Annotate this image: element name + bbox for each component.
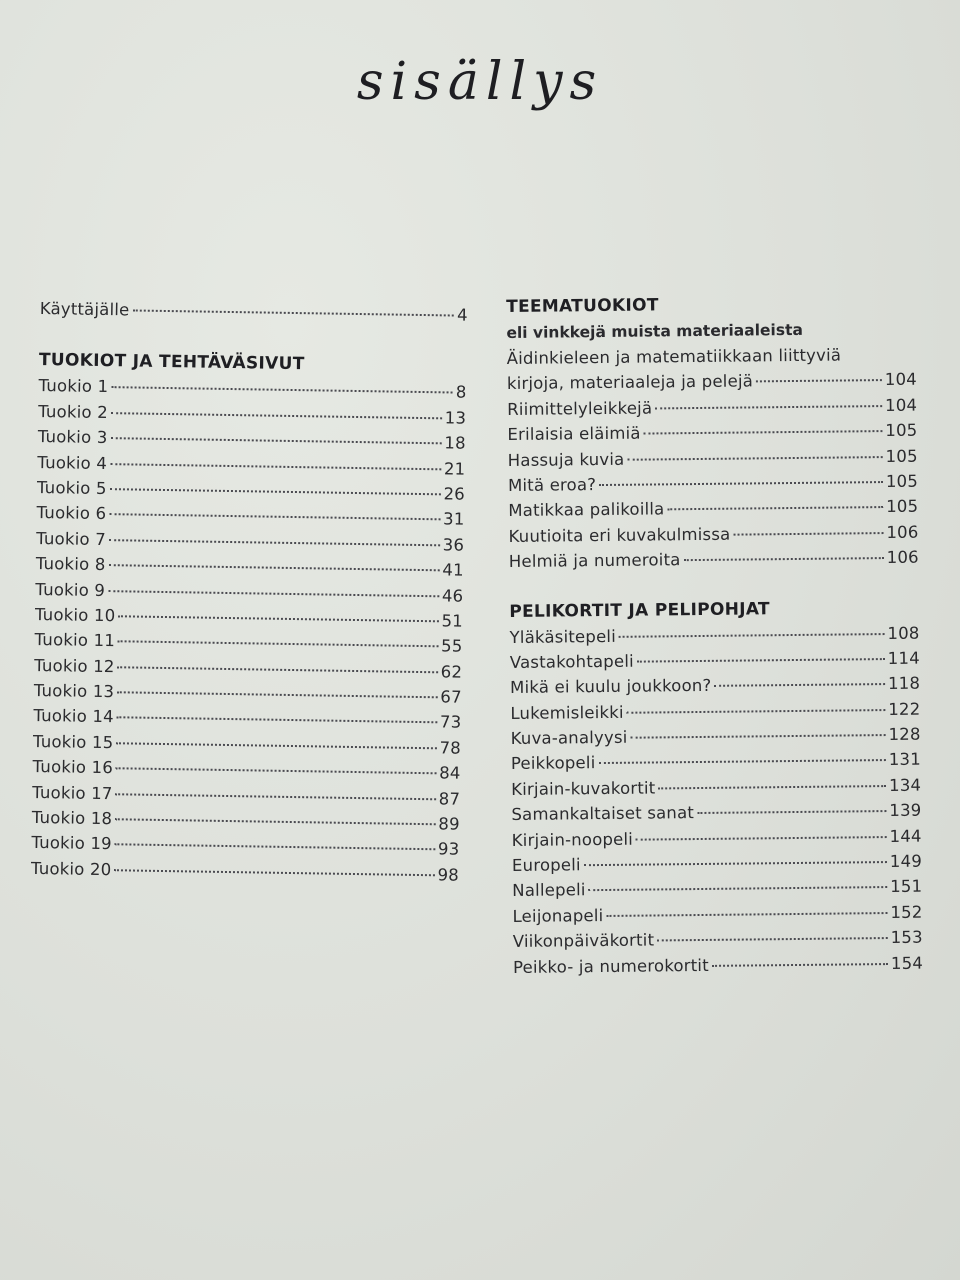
toc-list-pelikortit (509, 620, 923, 980)
dot-leader (132, 309, 454, 316)
toc-entry-label: Erilaisia eläimiä (507, 423, 641, 445)
toc-entry-label: Tuokio 9 (35, 579, 106, 600)
toc-entry-page: 131 (888, 750, 921, 770)
toc-entry-page: 4 (456, 305, 468, 325)
toc-entry-label: Tuokio 10 (34, 604, 116, 626)
toc-entry-page: 87 (438, 788, 461, 809)
dot-leader (111, 412, 442, 419)
toc-entry-label: Tuokio 2 (38, 401, 109, 422)
dot-leader (606, 912, 887, 917)
dot-leader (657, 937, 887, 941)
toc-entry-label: Tuokio 13 (33, 681, 115, 702)
section-subheading: eli vinkkejä muista materiaaleista (506, 320, 803, 342)
toc-right-column (506, 290, 923, 980)
toc-entry-label: Riimittelyleikkejä (507, 398, 653, 419)
toc-entry-page: 118 (887, 673, 921, 694)
toc-entry-page: 134 (888, 775, 922, 795)
toc-entry-page: 105 (885, 420, 918, 441)
toc-entry-page: 8 (455, 382, 467, 403)
page-title: sisällys (356, 52, 604, 112)
dot-leader (684, 557, 884, 561)
toc-entry-label: Tuokio 12 (34, 655, 115, 676)
dot-leader (631, 734, 886, 739)
toc-entry-label: Tuokio 7 (36, 528, 107, 549)
dot-leader (584, 861, 887, 866)
dot-leader (110, 488, 441, 495)
toc-entry-page: 108 (887, 623, 920, 643)
toc-entry-page: 106 (886, 547, 919, 568)
dot-leader (117, 691, 437, 698)
toc-entry-page: 128 (888, 724, 921, 745)
dot-leader (655, 405, 882, 409)
toc-entry-page: 93 (437, 839, 460, 860)
toc-entry-page: 152 (890, 902, 923, 922)
dot-leader (110, 463, 441, 470)
toc-entry-page: 73 (439, 712, 462, 733)
toc-entry-label: Mitä eroa? (507, 475, 597, 495)
toc-entry-page: 149 (889, 851, 923, 872)
toc-entry-page: 105 (886, 497, 919, 517)
dot-leader (619, 633, 885, 638)
toc-entry-page: 105 (885, 446, 918, 466)
dot-leader (115, 818, 435, 825)
dot-leader (108, 590, 439, 597)
toc-entry-label: Tuokio 18 (31, 807, 113, 829)
toc-entry-label: Tuokio 14 (33, 706, 114, 727)
toc-entry-label: Samankaltaiset sanat (511, 803, 695, 825)
toc-entry-label: Mikä ei kuulu joukkoon? (510, 676, 712, 698)
toc-entry-label: Tuokio 17 (32, 782, 113, 803)
toc-entry-label: Europeli (511, 855, 581, 875)
toc-entry-label: Vastakohtapeli (509, 651, 634, 672)
toc-entry-page: 41 (442, 560, 464, 580)
toc-entry-page: 36 (442, 535, 465, 555)
toc-entry-label: Tuokio 20 (30, 858, 112, 880)
dot-leader (118, 666, 438, 673)
section-heading-teematuokiot: TEEMATUOKIOT (506, 295, 659, 317)
toc-entry-page: 84 (439, 763, 461, 783)
toc-entry-label: Käyttäjälle (39, 298, 130, 320)
toc-entry-page: 122 (888, 699, 921, 719)
dot-leader (697, 810, 886, 814)
toc-entry-page: 18 (444, 433, 466, 453)
dot-leader (637, 658, 885, 663)
toc-entry-page: 144 (889, 826, 922, 846)
dot-leader (714, 683, 885, 687)
toc-entry-label: Peikko- ja numerokortit (512, 955, 709, 977)
toc-entry-page: 21 (443, 458, 466, 479)
dot-leader (117, 717, 437, 724)
dot-leader (114, 869, 434, 876)
dot-leader (589, 886, 888, 891)
toc-entry-page: 46 (441, 585, 464, 606)
toc-entry-label: Tuokio 5 (36, 477, 107, 499)
toc-entry-page: 55 (440, 636, 463, 656)
toc-left-column (31, 296, 468, 888)
toc-entry-label: Tuokio 8 (35, 554, 106, 575)
toc-entry-page: 105 (885, 471, 919, 491)
toc-entry-label: Matikkaa palikoilla (508, 499, 665, 521)
toc-entry-page: 78 (439, 738, 462, 758)
toc-entry-label: Leijonapeli (512, 905, 604, 926)
dot-leader (109, 539, 440, 546)
dot-leader (108, 564, 439, 571)
dot-leader (109, 513, 440, 520)
toc-entry-label: Lukemisleikki (510, 702, 624, 723)
toc-list-teematuokiot (507, 367, 919, 574)
toc-entry-label: Tuokio 15 (32, 731, 114, 753)
toc-entry-page: 62 (440, 662, 463, 682)
toc-entry-label: Tuokio 4 (37, 452, 108, 473)
toc-entry-label: Tuokio 16 (32, 757, 114, 778)
dot-leader (598, 760, 885, 765)
toc-entry-page: 67 (440, 687, 462, 707)
dot-leader (627, 456, 882, 461)
dot-leader (636, 836, 887, 841)
dot-leader (116, 742, 436, 749)
toc-entry-page: 26 (443, 484, 466, 504)
toc-entry-label: Helmiä ja numeroita (508, 550, 681, 572)
toc-entry-continued-line: Äidinkieleen ja matematiikkaan liittyviä (506, 345, 842, 368)
section-heading-pelikortit: PELIKORTIT JA PELIPOHJAT (509, 598, 771, 622)
toc-entry-page: 151 (890, 877, 923, 897)
dot-leader (627, 709, 886, 714)
toc-entry-label: Yläkäsitepeli (509, 626, 617, 647)
toc-entry-page: 89 (438, 814, 460, 834)
dot-leader (658, 785, 886, 789)
toc-entry-label: Hassuja kuvia (507, 449, 625, 470)
toc-entry-label: Tuokio 11 (34, 630, 116, 651)
toc-entry-page: 13 (444, 408, 467, 428)
dot-leader (110, 437, 441, 444)
toc-entry-label: Viikonpäiväkortit (512, 930, 655, 952)
toc-entry-page: 104 (884, 370, 918, 390)
toc-entry-label: Tuokio 1 (38, 376, 109, 397)
toc-list-tuokiot (31, 373, 467, 887)
toc-entry-page: 31 (442, 509, 465, 530)
dot-leader (599, 481, 883, 486)
toc-entry-label: Kuva-analyysi (510, 727, 628, 749)
toc-entry-label: Kuutioita eri kuvakulmissa (508, 524, 731, 546)
toc-entry-page: 153 (890, 927, 923, 948)
dot-leader (116, 768, 436, 775)
toc-entry-label: Tuokio 3 (37, 427, 108, 448)
toc-entry-label: Tuokio 6 (36, 503, 107, 524)
dot-leader (756, 379, 882, 382)
dot-leader (118, 641, 438, 648)
dot-leader (644, 430, 883, 434)
dot-leader (118, 615, 438, 622)
dot-leader (115, 844, 435, 851)
toc-entry-label: Tuokio 19 (31, 833, 112, 854)
toc-entry-page: 106 (886, 522, 919, 542)
toc-entry-page: 114 (887, 648, 920, 668)
dot-leader (667, 506, 883, 510)
toc-entry-label: Kirjain-noopeli (511, 829, 634, 850)
toc-entry-page: 98 (437, 865, 460, 885)
dot-leader (116, 793, 436, 800)
toc-entry-label: kirjoja, materiaaleja ja pelejä (506, 371, 754, 394)
toc-entry (513, 950, 923, 980)
dot-leader (733, 532, 883, 536)
dot-leader (712, 963, 888, 967)
toc-entry-page: 104 (884, 395, 918, 415)
toc-entry-label: Kirjain-kuvakortit (511, 778, 656, 799)
dot-leader (111, 387, 453, 394)
section-heading-tuokiot: TUOKIOT JA TEHTÄVÄSIVUT (38, 350, 305, 375)
toc-entry-page: 139 (889, 800, 922, 821)
toc-entry-page: 154 (890, 953, 924, 973)
toc-entry-label: Peikkopeli (510, 753, 596, 774)
toc-entry-page: 51 (441, 611, 464, 631)
toc-entry-label: Nallepeli (512, 880, 586, 901)
